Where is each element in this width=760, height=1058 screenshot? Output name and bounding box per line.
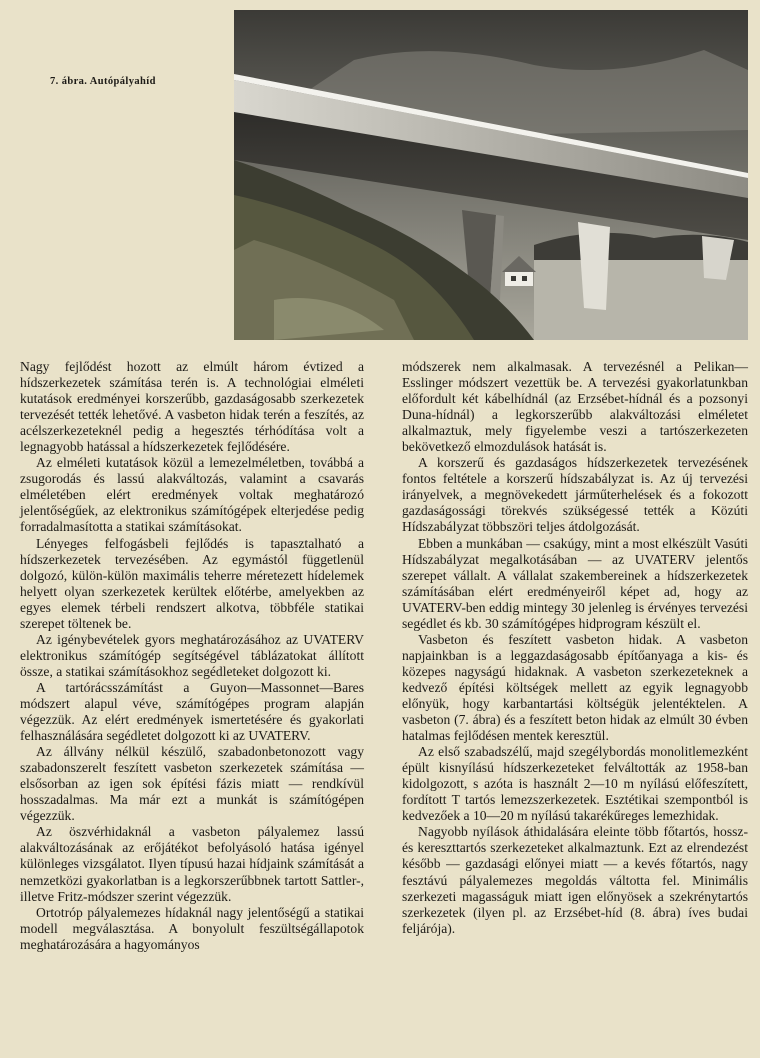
paragraph: Ortotróp pályalemezes hídaknál nagy jelentőségű a statikai modell megválasztása. A bonyolult feszültségállapotok meghatározására a hagyományos: [20, 904, 364, 952]
paragraph: A tartórácsszámítást a Guyon—Massonnet—Bares módszert alapul véve, számítógépes program alapján végezzük. Az elért eredmények ismertetésére és gyakorlati felhasználására segédletet dolgozott ki az UVATERV.: [20, 679, 364, 744]
paragraph: Az öszvérhidaknál a vasbeton pályalemez lassú alakváltozásának az erőjátékot befolyásoló hatása igényel különleges vizsgálatot. Ilyen típusú hazai hídjaink számítását a nemzetközi gyakorlatban is a legkorszerűbbnek tartott Sattler-, illetve Fritz-módszer szerint végezzük.: [20, 824, 364, 904]
paragraph: Nagy fejlődést hozott az elmúlt három évtized a hídszerkezetek számítása terén is. A technológiai elméleti kutatások eredményei korszerűbb, gazdaságosabb szerkezetek tervezését tették lehetővé. A vasbeton hidak terén a feszítés, az acélszerkezeteknél pedig a hegesztés térhódítása volt a legnagyobb hatással a hídszerkezetek fejlődésére.: [20, 359, 364, 455]
paragraph: Nagyobb nyílások áthidalására eleinte több főtartós, hossz- és kereszttartós szerkezeteket alkalmaztunk. Ezt az elrendezést később — gazdasági előnyei miatt — a kevés főtartós, nagy fesztávú pályalemezes megoldás váltotta fel. Minimális szerkezeti magasságuk miatt igen előnyösek a szekrénytartós szerkezetek (ilyen pl. az Erzsébet-híd (8. ábra) íves budai feljárója).: [402, 824, 748, 936]
paragraph: Az első szabadszélű, majd szegélybordás monolitlemezként épült kisnyílású hídszerkezeteket felváltották az 1958-ban kidolgozott, s azóta is használt 2—10 m nyílású előfeszített, fordított T tartós lemezszerkezetek. Esztétikai szempontból is kedvezőek a 10—20 m nyílású takarékűreges lemezhidak.: [402, 744, 748, 824]
right-text-column: [402, 359, 748, 937]
bridge-photo: [234, 10, 748, 340]
paragraph: Lényeges felfogásbeli fejlődés is tapasztalható a hídszerkezetek tervezésében. Az egymástól függetlenül dolgozó, külön-külön maximális teherre méretezett hídelemek helyett olyan szerkezetek kerültek előtérbe, amelyekben az egyes elemek térbeli rendszert alkotva, többféle statikai szerepet töltenek be.: [20, 535, 364, 631]
paragraph: Ebben a munkában — csakúgy, mint a most elkészült Vasúti Hídszabályzat megalkotásában — az UVATERV jelentős szerepet vállalt. A vállalat szakembereinek a hídszerkezetek számításában elért eredményeiről képet ad, hogy az UVATERV-ben eddig mintegy 30 jelenleg is érvényes tervezési segédlet és kb. 30 számítógépes hidprogram készült el.: [402, 535, 748, 631]
figure-caption: 7. ábra. Autópályahíd: [50, 76, 156, 87]
paragraph: Az elméleti kutatások közül a lemezelméletben, továbbá a zsugorodás és lassú alakváltozás, valamint a csavarás elméletében elért eredmények voltak meghatározó jelentőségűek, az elektronikus számítógépek elterjedése pedig forradalmasította a statikai számításokat.: [20, 455, 364, 535]
paragraph: A korszerű és gazdaságos hídszerkezetek tervezésének fontos feltétele a korszerű hídszabályzat is. Az új tervezési irányelvek, a megnövekedett járműterhelések és a fokozott gazdaságossági törekvés szükségessé tették a Közúti Hídszabályzat többszöri teljes átdolgozását.: [402, 455, 748, 535]
paragraph: Az állvány nélkül készülő, szabadonbetonozott vagy szabadonszerelt feszített vasbeton szerkezetek számítása — elsősorban az igen sok építési fázis miatt — rendkívül hosszadalmas. Ma már ezt a munkát is számítógépen végezzük.: [20, 744, 364, 824]
paragraph: módszerek nem alkalmasak. A tervezésnél a Pelikan—Esslinger módszert vezettük be. A tervezési gyakorlatunkban előfordult két kábelhídnál (az Erzsébet-hídnál és a pozsonyi Duna-hídnál) a legkorszerűbb alakváltozási elméletet alkalmaztuk, mely figyelembe veszi a tartószerkezeten bekövetkező elmozdulások hatását is.: [402, 359, 748, 455]
paragraph: Az igénybevételek gyors meghatározásához az UVATERV elektronikus számítógép segítségével táblázatokat állított össze, a statikai számításokhoz segédleteket dolgozott ki.: [20, 631, 364, 679]
paragraph: Vasbeton és feszített vasbeton hidak. A vasbeton napjainkban is a leggazdaságosabb építőanyaga a kis- és közepes nagyságú hidaknak. A vasbeton szerkezeteknek a kedvező építési költségek mellett az egyik legnagyobb előnyük, hogy karbantartási költségük jelentéktelen. A vasbeton (7. ábra) és a feszített beton hidak az elmúlt 30 évben hatalmas fejlődésen mentek keresztül.: [402, 631, 748, 744]
left-text-column: [20, 359, 364, 953]
